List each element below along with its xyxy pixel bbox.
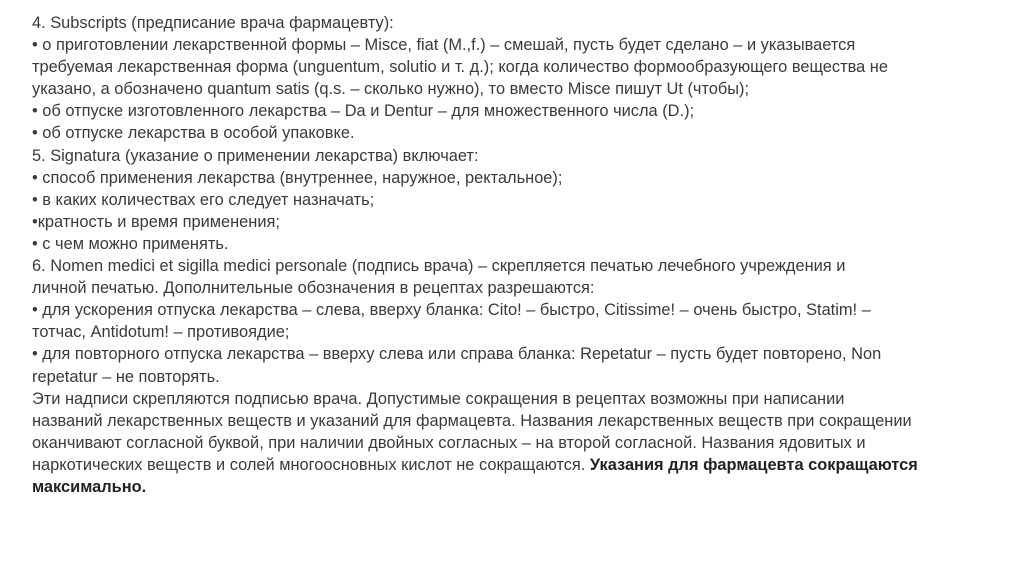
text-line: [32, 454, 1007, 476]
text-span-bold: Указания для фармацевта сокращаются: [589, 455, 918, 474]
text-line: оканчивают согласной буквой, при наличии двойных согласных – на второй согласной. Названия ядовитых и: [32, 433, 866, 452]
text-line: тотчас, Antidotum! – противоядие;: [32, 323, 290, 342]
text-line: указано, а обозначено quantum satis (q.s. – сколько нужно), то вместо Misce пишут Ut (чтобы);: [32, 80, 750, 99]
text-line: • с чем можно применять.: [32, 234, 229, 253]
text-line: Эти надписи скрепляются подписью врача. Допустимые сокращения в рецептах возможны при написании: [32, 389, 845, 408]
text-line: • для ускорения отпуска лекарства – слева, вверху бланка: Cito! – быстро, Citissime! – очень быстро, Statim! –: [32, 301, 871, 320]
text-body: [32, 12, 1007, 498]
text-line: личной печатью. Дополнительные обозначения в рецептах разрешаются:: [32, 279, 595, 298]
text-line: • об отпуске изготовленного лекарства – Da и Dentur – для множественного числа (D.);: [32, 102, 695, 121]
text-line: 4. Subscripts (предписание врача фармацевту):: [32, 14, 394, 32]
text-span-normal: наркотических веществ и солей многоосновных кислот не сокращаются.: [32, 455, 590, 474]
text-line: • о приготовлении лекарственной формы – Misce, fiat (M.,f.) – смешай, пусть будет сделано – и указывается: [32, 36, 856, 55]
text-line: repetatur – не повторять.: [32, 367, 220, 386]
text-line: • об отпуске лекарства в особой упаковке.: [32, 124, 355, 143]
text-line: •кратность и время применения;: [32, 212, 280, 231]
text-line: требуемая лекарственная форма (unguentum, solutio и т. д.); когда количество формообразующего вещества не: [32, 58, 888, 77]
text-line-bold: максимально.: [32, 477, 147, 496]
text-line: 6. Nomen medici et sigilla medici personale (подпись врача) – скрепляется печатью лечебного учреждения и: [32, 257, 846, 276]
text-line: • способ применения лекарства (внутреннее, наружное, ректальное);: [32, 168, 563, 187]
text-line: 5. Signatura (указание о применении лекарства) включает:: [32, 146, 479, 165]
text-line: • в каких количествах его следует назначать;: [32, 190, 375, 209]
text-line: названий лекарственных веществ и указаний для фармацевта. Названия лекарственных веществ при сокращении: [32, 411, 912, 430]
text-line: • для повторного отпуска лекарства – вверху слева или справа бланка: Repetatur – пусть будет повторено, Non: [32, 345, 882, 364]
